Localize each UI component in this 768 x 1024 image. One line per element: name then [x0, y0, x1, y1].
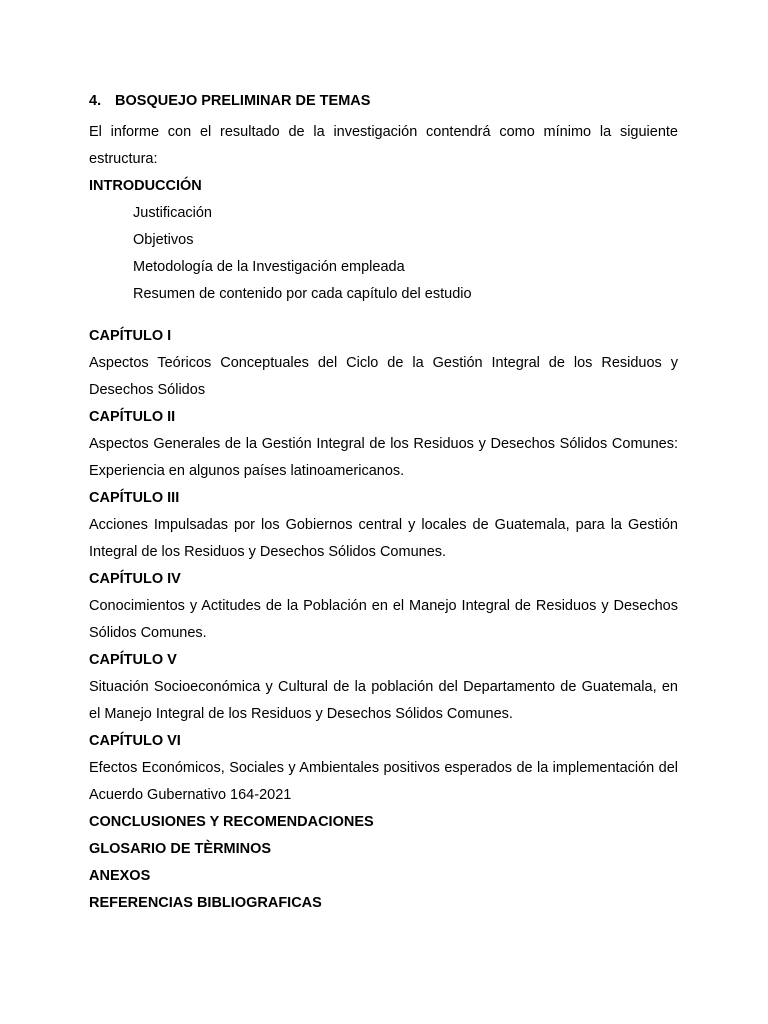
- chapter-description: Aspectos Generales de la Gestión Integral de los Residuos y Desechos Sólidos Comunes: Experiencia en algunos países latinoamericanos.: [89, 436, 678, 479]
- referencias-heading: REFERENCIAS BIBLIOGRAFICAS: [89, 895, 322, 911]
- chapter-description: Conocimientos y Actitudes de la Población en el Manejo Integral de Residuos y Desechos Sólidos Comunes.: [89, 598, 678, 641]
- introduccion-list: [89, 200, 678, 308]
- chapter-description: Acciones Impulsadas por los Gobiernos central y locales de Guatemala, para la Gestión Integral de los Residuos y Desechos Sólidos Comunes.: [89, 517, 678, 560]
- chapter-heading: CAPÍTULO V: [89, 652, 177, 668]
- introduccion-heading: INTRODUCCIÓN: [89, 178, 202, 194]
- chapter-heading: CAPÍTULO IV: [89, 571, 181, 587]
- chapter-heading: CAPÍTULO VI: [89, 733, 181, 749]
- list-item: Justificación: [133, 205, 212, 221]
- anexos-heading: ANEXOS: [89, 868, 151, 884]
- list-item: Metodología de la Investigación empleada: [133, 259, 405, 275]
- chapter-description: Aspectos Teóricos Conceptuales del Ciclo de la Gestión Integral de los Residuos y Desechos Sólidos: [89, 355, 678, 398]
- intro-paragraph: El informe con el resultado de la investigación contendrá como mínimo la siguiente estructura:: [89, 124, 678, 167]
- chapter-heading: CAPÍTULO II: [89, 409, 176, 425]
- chapter-heading: CAPÍTULO I: [89, 328, 172, 344]
- section-title: BOSQUEJO PRELIMINAR DE TEMAS: [115, 93, 371, 109]
- spacer: [89, 308, 678, 323]
- list-item: Objetivos: [133, 232, 194, 248]
- chapter-heading: CAPÍTULO III: [89, 490, 180, 506]
- section-number: 4.: [89, 93, 102, 109]
- conclusiones-heading: CONCLUSIONES Y RECOMENDACIONES: [89, 814, 374, 830]
- chapter-description: Situación Socioeconómica y Cultural de la población del Departamento de Guatemala, en el Manejo Integral de los Residuos y Desechos Sólidos Comunes.: [89, 679, 678, 722]
- glosario-heading: GLOSARIO DE TÈRMINOS: [89, 841, 272, 857]
- list-item: Resumen de contenido por cada capítulo del estudio: [133, 286, 472, 302]
- chapter-description: Efectos Económicos, Sociales y Ambientales positivos esperados de la implementación del Acuerdo Gubernativo 164-2021: [89, 760, 678, 803]
- section-heading: [89, 88, 678, 115]
